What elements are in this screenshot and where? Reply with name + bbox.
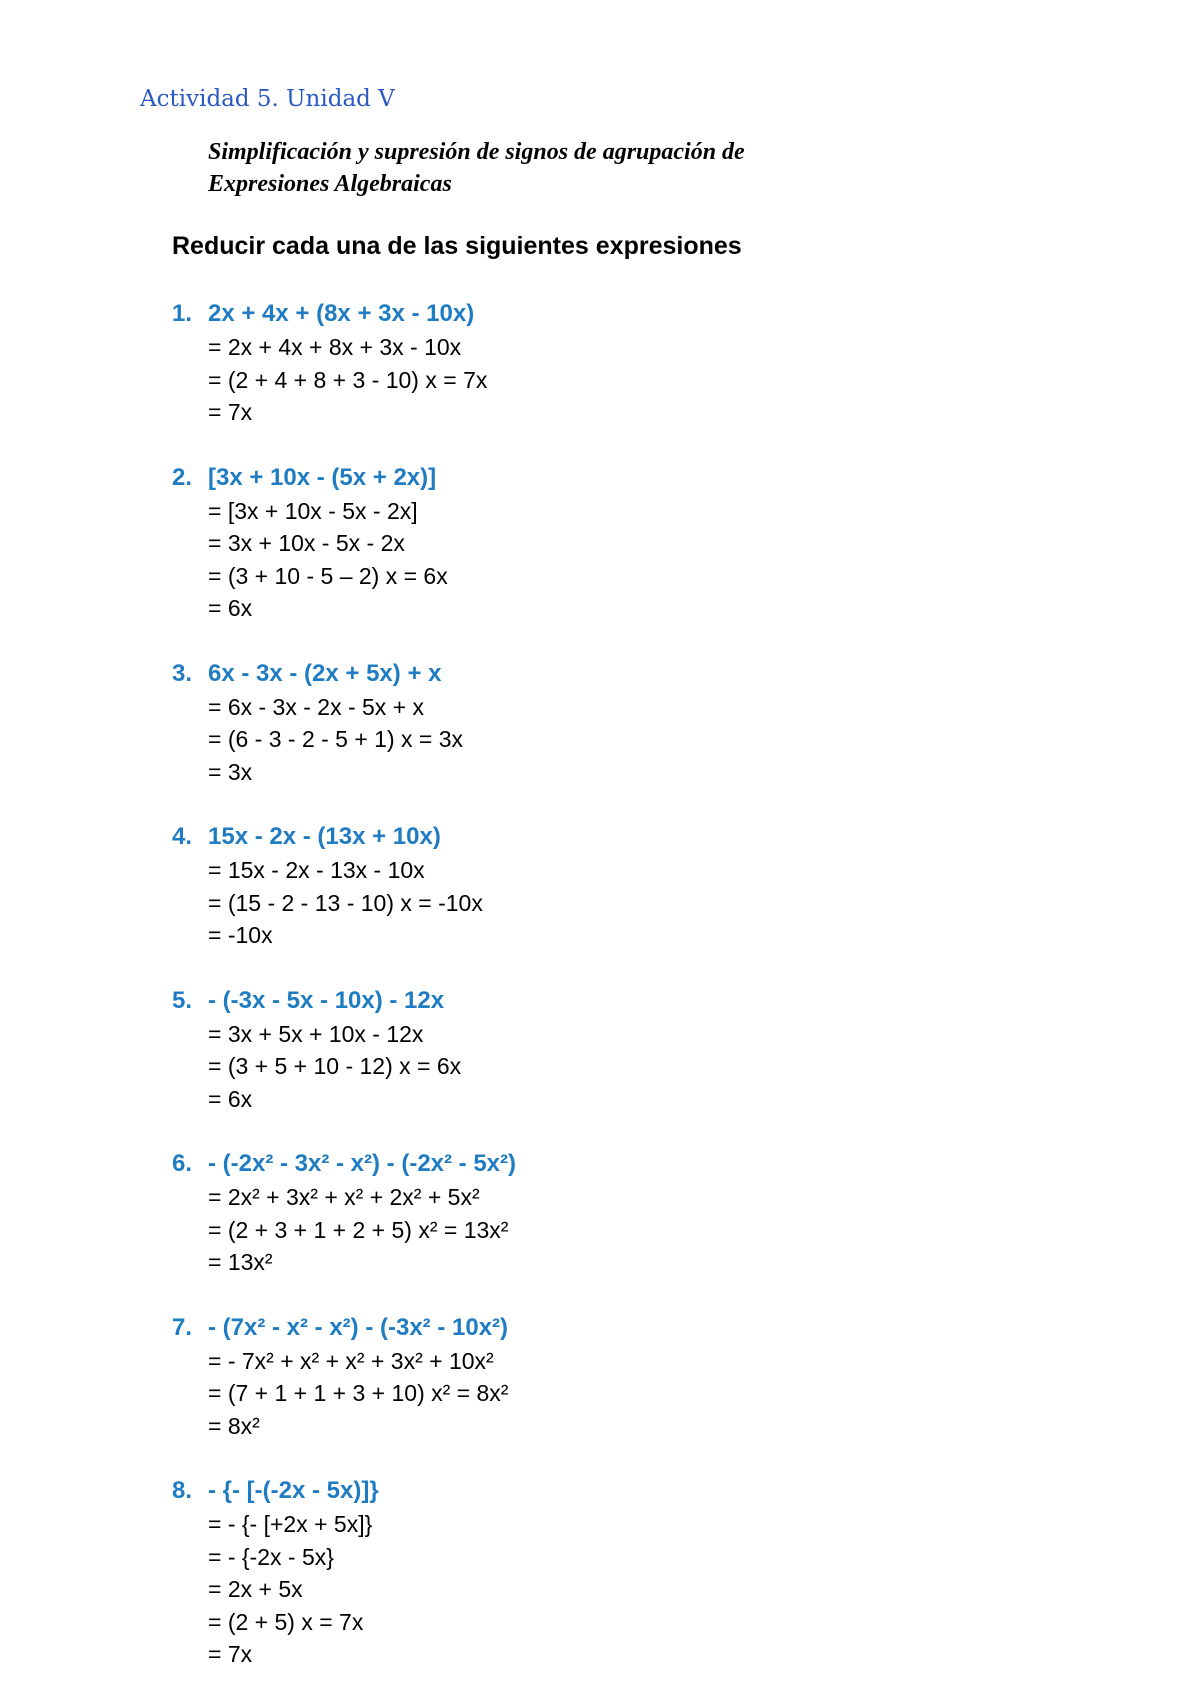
solution-step: = 3x + 5x + 10x - 12x (208, 1020, 424, 1047)
solution-step: = 13x² (208, 1249, 273, 1275)
exercise-number: 7. (172, 1313, 193, 1341)
exercise-header (172, 984, 516, 1018)
exercise-expression: - {- [-(-2x - 5x)]} (208, 1477, 379, 1504)
solution-step: = (6 - 3 - 2 - 5 + 1) x = 3x (208, 726, 464, 752)
exercise-header (172, 1147, 516, 1181)
subtitle-line-2: Expresiones Algebraicas (208, 171, 452, 197)
solution-step: = (3 + 10 - 5 – 2) x = 6x (208, 562, 448, 589)
solution-step: = (2 + 5) x = 7x (208, 1608, 364, 1635)
exercise-number: 4. (172, 823, 193, 850)
exercise-item (172, 1474, 516, 1671)
solution-step: = 6x - 3x - 2x - 5x + x (208, 693, 425, 720)
solution-steps (172, 1508, 516, 1671)
exercise-item (172, 1311, 516, 1443)
exercise-expression: 6x - 3x - (2x + 5x) + x (208, 659, 442, 687)
exercise-expression: 2x + 4x + (8x + 3x - 10x) (208, 300, 475, 327)
exercise-number: 2. (172, 463, 193, 491)
exercise-header (172, 657, 516, 691)
exercise-number: 8. (172, 1477, 193, 1504)
solution-steps (172, 1018, 516, 1116)
exercise-expression: [3x + 10x - (5x + 2x)] (208, 463, 437, 491)
solution-step: = 3x (208, 758, 253, 785)
solution-step: = 3x + 10x - 5x - 2x (208, 530, 405, 556)
solution-step: = 6x (208, 1085, 253, 1112)
subtitle-line-1: Simplificación y supresión de signos de agrupación de (208, 139, 745, 165)
exercise-header (172, 461, 516, 495)
solution-step: = (2 + 3 + 1 + 2 + 5) x² = 13x² (208, 1216, 509, 1243)
solution-step: = - {- [+2x + 5x]} (208, 1511, 373, 1537)
exercise-item (172, 1147, 516, 1279)
exercise-number: 6. (172, 1150, 193, 1177)
solution-step: = (15 - 2 - 13 - 10) x = -10x (208, 889, 483, 916)
solution-steps (172, 854, 516, 952)
solution-step: = 15x - 2x - 13x - 10x (208, 857, 425, 883)
instruction-text: Reducir cada una de las siguientes expresiones (172, 232, 742, 260)
solution-step: = -10x (208, 922, 273, 948)
subtitle (208, 136, 745, 200)
exercise-expression: - (7x² - x² - x²) - (-3x² - 10x²) (208, 1313, 509, 1341)
solution-step: = [3x + 10x - 5x - 2x] (208, 497, 418, 524)
solution-step: = 7x (208, 399, 253, 425)
exercise-number: 1. (172, 300, 193, 327)
solution-step: = (7 + 1 + 1 + 3 + 10) x² = 8x² (208, 1380, 509, 1406)
exercise-header (172, 1474, 516, 1508)
exercise-expression: 15x - 2x - (13x + 10x) (208, 823, 441, 850)
solution-steps (172, 1345, 516, 1443)
exercise-item (172, 461, 516, 625)
exercise-number: 5. (172, 986, 193, 1014)
solution-step: = 2x + 5x (208, 1576, 303, 1602)
exercise-number: 3. (172, 659, 193, 687)
solution-step: = 2x² + 3x² + x² + 2x² + 5x² (208, 1184, 480, 1210)
solution-step: = 7x (208, 1641, 253, 1667)
solution-steps (172, 691, 516, 789)
solution-step: = (3 + 5 + 10 - 12) x = 6x (208, 1053, 462, 1079)
exercise-header (172, 297, 516, 331)
exercise-expression: - (-3x - 5x - 10x) - 12x (208, 986, 445, 1014)
solution-steps (172, 331, 516, 429)
exercise-header (172, 1311, 516, 1345)
solution-step: = (2 + 4 + 8 + 3 - 10) x = 7x (208, 366, 488, 393)
activity-heading: Actividad 5. Unidad V (140, 86, 395, 112)
exercise-list (172, 297, 516, 1703)
exercise-header (172, 820, 516, 854)
solution-step: = - {-2x - 5x} (208, 1543, 334, 1570)
solution-steps (172, 1181, 516, 1279)
solution-step: = 8x² (208, 1412, 260, 1439)
solution-step: = - 7x² + x² + x² + 3x² + 10x² (208, 1347, 494, 1374)
exercise-item (172, 657, 516, 789)
exercise-expression: - (-2x² - 3x² - x²) - (-2x² - 5x²) (208, 1150, 517, 1177)
exercise-item (172, 820, 516, 952)
exercise-item (172, 984, 516, 1116)
exercise-item (172, 297, 516, 429)
solution-steps (172, 495, 516, 625)
solution-step: = 6x (208, 595, 253, 621)
solution-step: = 2x + 4x + 8x + 3x - 10x (208, 334, 462, 360)
